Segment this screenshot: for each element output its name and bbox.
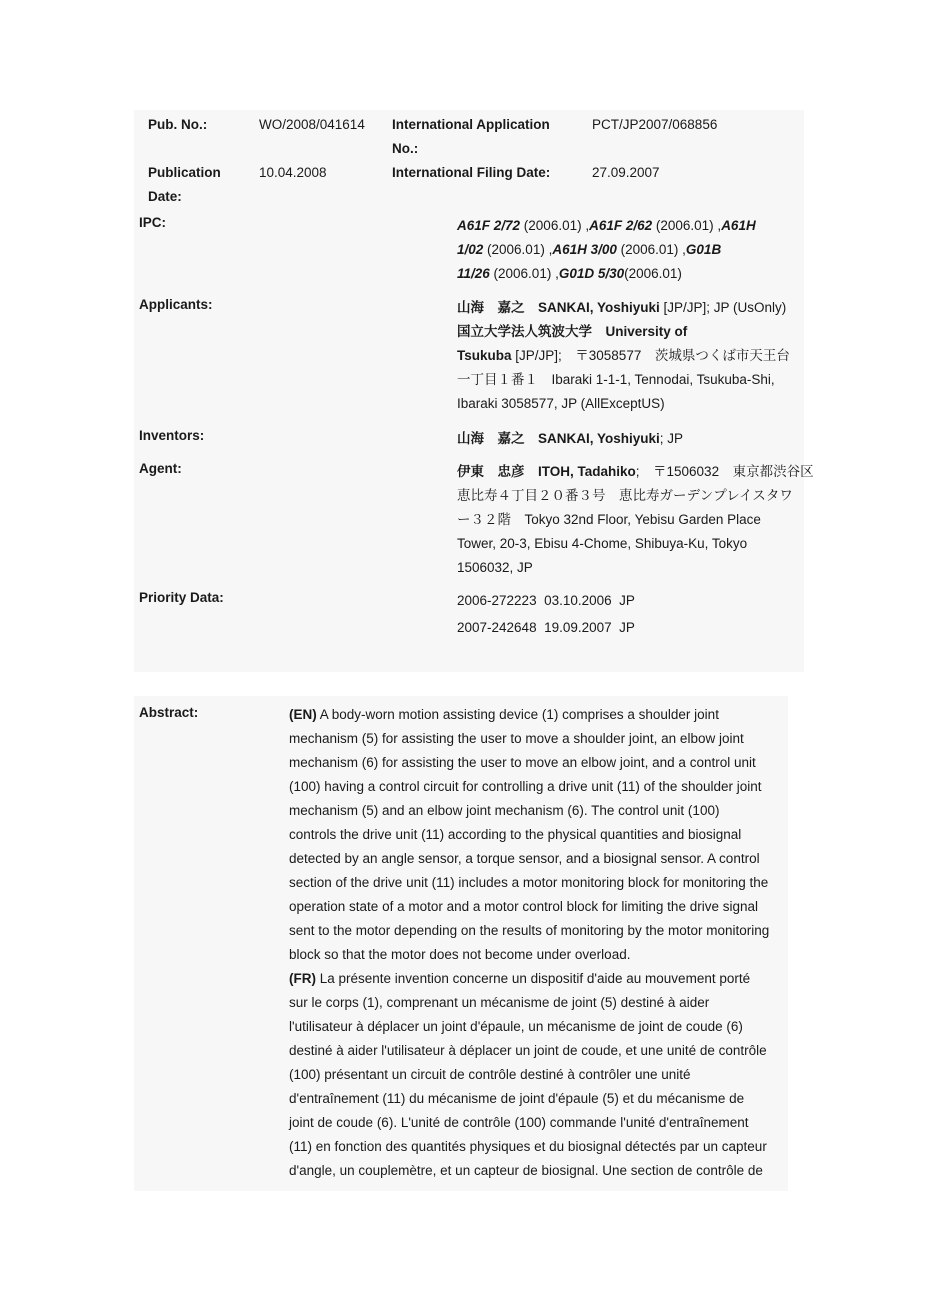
inventors-value: 山海 嘉之 SANKAI, Yoshiyuki; JP — [457, 431, 684, 446]
applicants-value: 山海 嘉之 SANKAI, Yoshiyuki [JP/JP]; JP (UsOnly) 国立大学法人筑波大学 University of Tsukuba [JP/JP]; 〒3058577 茨城県つくば市天王台 一丁目１番１ Ibaraki 1-1-1, Tennodai, Tsukuba-Shi, Ibaraki 3058577, JP (AllExceptUS) — [457, 300, 790, 411]
filing-date-value: 27.09.2007 — [592, 165, 660, 180]
abstract-text: (EN) A body-worn motion assisting device (1) comprises a shoulder joint mechanism (5) for assisting the user to move a shoulder joint, an elbow joint mechanism (6) for assisting the user to move an elbow joint, and a control unit (100) having a control circuit for controlling a drive unit (11) of the shoulder joint mechanism (5) and an elbow joint mechanism (6). The control unit (100) controls the drive unit (11) according to the physical quantities and biosignal detected by an angle sensor, a torque sensor, and a biosignal sensor. A control section of the drive unit (11) includes a motor monitoring block for monitoring the operation state of a motor and a motor control block for limiting the drive signal sent to the motor depending on the results of monitoring by the motor monitoring block so that the motor does not become under overload. (FR) La présente invention concerne un dispositif d'aide au mouvement porté sur le corps (1), comprenant un mécanisme de joint (5) destiné à aider l'utilisateur à déplacer un joint d'épaule, un mécanisme de joint de coude (6) destiné à aider l'utilisateur à déplacer un joint de coude, et une unité de contrôle (100) présentant un circuit de contrôle destiné à contrôler une unité d'entraînement (11) du mécanisme de joint d'épaule (5) et du mécanisme de joint de coude (6). L'unité de contrôle (100) commande l'unité d'entraînement (11) en fonction des quantités physiques et du biosignal détectés par un capteur d'angle, un couplemètre, et un capteur de biosignal. Une section de contrôle de — [289, 707, 770, 1178]
filing-date-label: International Filing Date: — [392, 165, 551, 180]
priority-label: Priority Data: — [139, 590, 224, 605]
ipc-value: A61F 2/72 (2006.01) ,A61F 2/62 (2006.01) ,A61H 1/02 (2006.01) ,A61H 3/00 (2006.01) ,G01B 11/26 (2006.01) ,G01D 5/30(2006.01) — [457, 218, 756, 281]
inventors-label: Inventors: — [139, 428, 205, 443]
abstract-en-tag: (EN) — [289, 707, 317, 722]
intl-app-no-label: International Application No.: — [392, 117, 550, 156]
pub-date-value: 10.04.2008 — [259, 165, 327, 180]
pub-no-label: Pub. No.: — [148, 117, 208, 132]
abstract-label: Abstract: — [139, 705, 199, 720]
ipc-label: IPC: — [139, 215, 166, 230]
pub-date-label: Publication Date: — [148, 165, 221, 204]
intl-app-no-value: PCT/JP2007/068856 — [592, 117, 718, 132]
agent-value: 伊東 忠彦 ITOH, Tadahiko; 〒1506032 東京都渋谷区 恵比寿４丁目２０番３号 恵比寿ガーデンプレイスタワ ー３２階 Tokyo 32nd Floor, Yebisu Garden Place Tower, 20-3, Ebisu 4-Chome, Shibuya-Ku, Tokyo 1506032, JP — [457, 464, 814, 575]
priority-value: 2006-272223 03.10.2006 JP 2007-242648 19.09.2007 JP — [457, 593, 635, 635]
agent-label: Agent: — [139, 461, 182, 476]
abstract-fr-tag: (FR) — [289, 971, 316, 986]
pub-no-value: WO/2008/041614 — [259, 117, 365, 132]
applicants-label: Applicants: — [139, 297, 213, 312]
